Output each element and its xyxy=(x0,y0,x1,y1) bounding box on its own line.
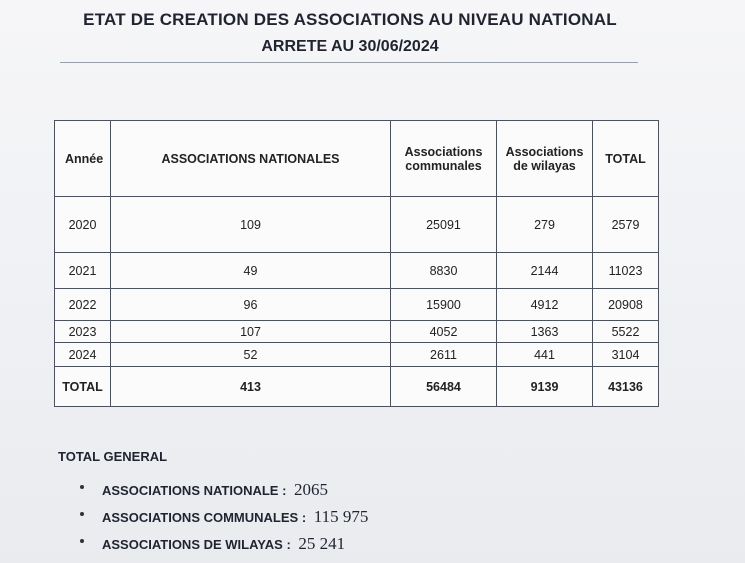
table-total-row xyxy=(55,367,659,407)
table-cell: 109 xyxy=(111,197,391,253)
table-row xyxy=(55,197,659,253)
table-cell: 1363 xyxy=(497,321,593,343)
summary-label: ASSOCIATIONS COMMUNALES : xyxy=(102,510,307,525)
table-cell: 107 xyxy=(111,321,391,343)
summary-value: 2065 xyxy=(294,480,329,499)
table-cell: 2611 xyxy=(391,343,497,367)
title-underline xyxy=(60,62,638,63)
table-cell-year: 2023 xyxy=(55,321,111,343)
table-cell: 2579 xyxy=(593,197,659,253)
list-item xyxy=(86,534,368,561)
table-cell-year: 2024 xyxy=(55,343,111,367)
table-cell: 20908 xyxy=(593,289,659,321)
table-cell: 5522 xyxy=(593,321,659,343)
table-cell: 4052 xyxy=(391,321,497,343)
table-cell: 56484 xyxy=(391,367,497,407)
document-subtitle: ARRETE AU 30/06/2024 xyxy=(261,38,439,55)
total-general-heading: TOTAL GENERAL xyxy=(58,449,168,464)
table-row xyxy=(55,343,659,367)
table-cell: 441 xyxy=(497,343,593,367)
table-header-row xyxy=(55,121,659,197)
table-row xyxy=(55,321,659,343)
table-cell: 3104 xyxy=(593,343,659,367)
table-cell: 52 xyxy=(111,343,391,367)
table-cell: 4912 xyxy=(497,289,593,321)
table-row xyxy=(55,253,659,289)
table-cell: 49 xyxy=(111,253,391,289)
table-cell: 25091 xyxy=(391,197,497,253)
list-item xyxy=(86,507,368,534)
table-cell: 96 xyxy=(111,289,391,321)
bullet-icon xyxy=(80,539,84,543)
summary-label: ASSOCIATIONS DE WILAYAS : xyxy=(102,537,291,552)
table-cell: 9139 xyxy=(497,367,593,407)
column-header-year: Année xyxy=(55,121,111,197)
total-general-list xyxy=(86,480,368,561)
table-cell-year: 2020 xyxy=(55,197,111,253)
table-row xyxy=(55,289,659,321)
column-header-communales: Associations communales xyxy=(391,121,497,197)
table-cell: 15900 xyxy=(391,289,497,321)
table-cell: 279 xyxy=(497,197,593,253)
table-cell-year: 2021 xyxy=(55,253,111,289)
table-cell: 2144 xyxy=(497,253,593,289)
bullet-icon xyxy=(80,512,84,516)
bullet-icon xyxy=(80,485,84,489)
column-header-total: TOTAL xyxy=(593,121,659,197)
table-cell: 11023 xyxy=(593,253,659,289)
table-cell-total-label: TOTAL xyxy=(55,367,111,407)
document-title: ETAT DE CREATION DES ASSOCIATIONS AU NIVEAU NATIONAL xyxy=(83,10,617,29)
associations-table xyxy=(54,120,659,407)
list-item xyxy=(86,480,368,507)
table-cell: 8830 xyxy=(391,253,497,289)
summary-value: 25 241 xyxy=(298,534,346,553)
column-header-wilayas: Associations de wilayas xyxy=(497,121,593,197)
summary-label: ASSOCIATIONS NATIONALE : xyxy=(102,483,287,498)
summary-value: 115 975 xyxy=(313,507,369,526)
column-header-nationales: ASSOCIATIONS NATIONALES xyxy=(111,121,391,197)
table-cell: 43136 xyxy=(593,367,659,407)
table-cell: 413 xyxy=(111,367,391,407)
table-cell-year: 2022 xyxy=(55,289,111,321)
